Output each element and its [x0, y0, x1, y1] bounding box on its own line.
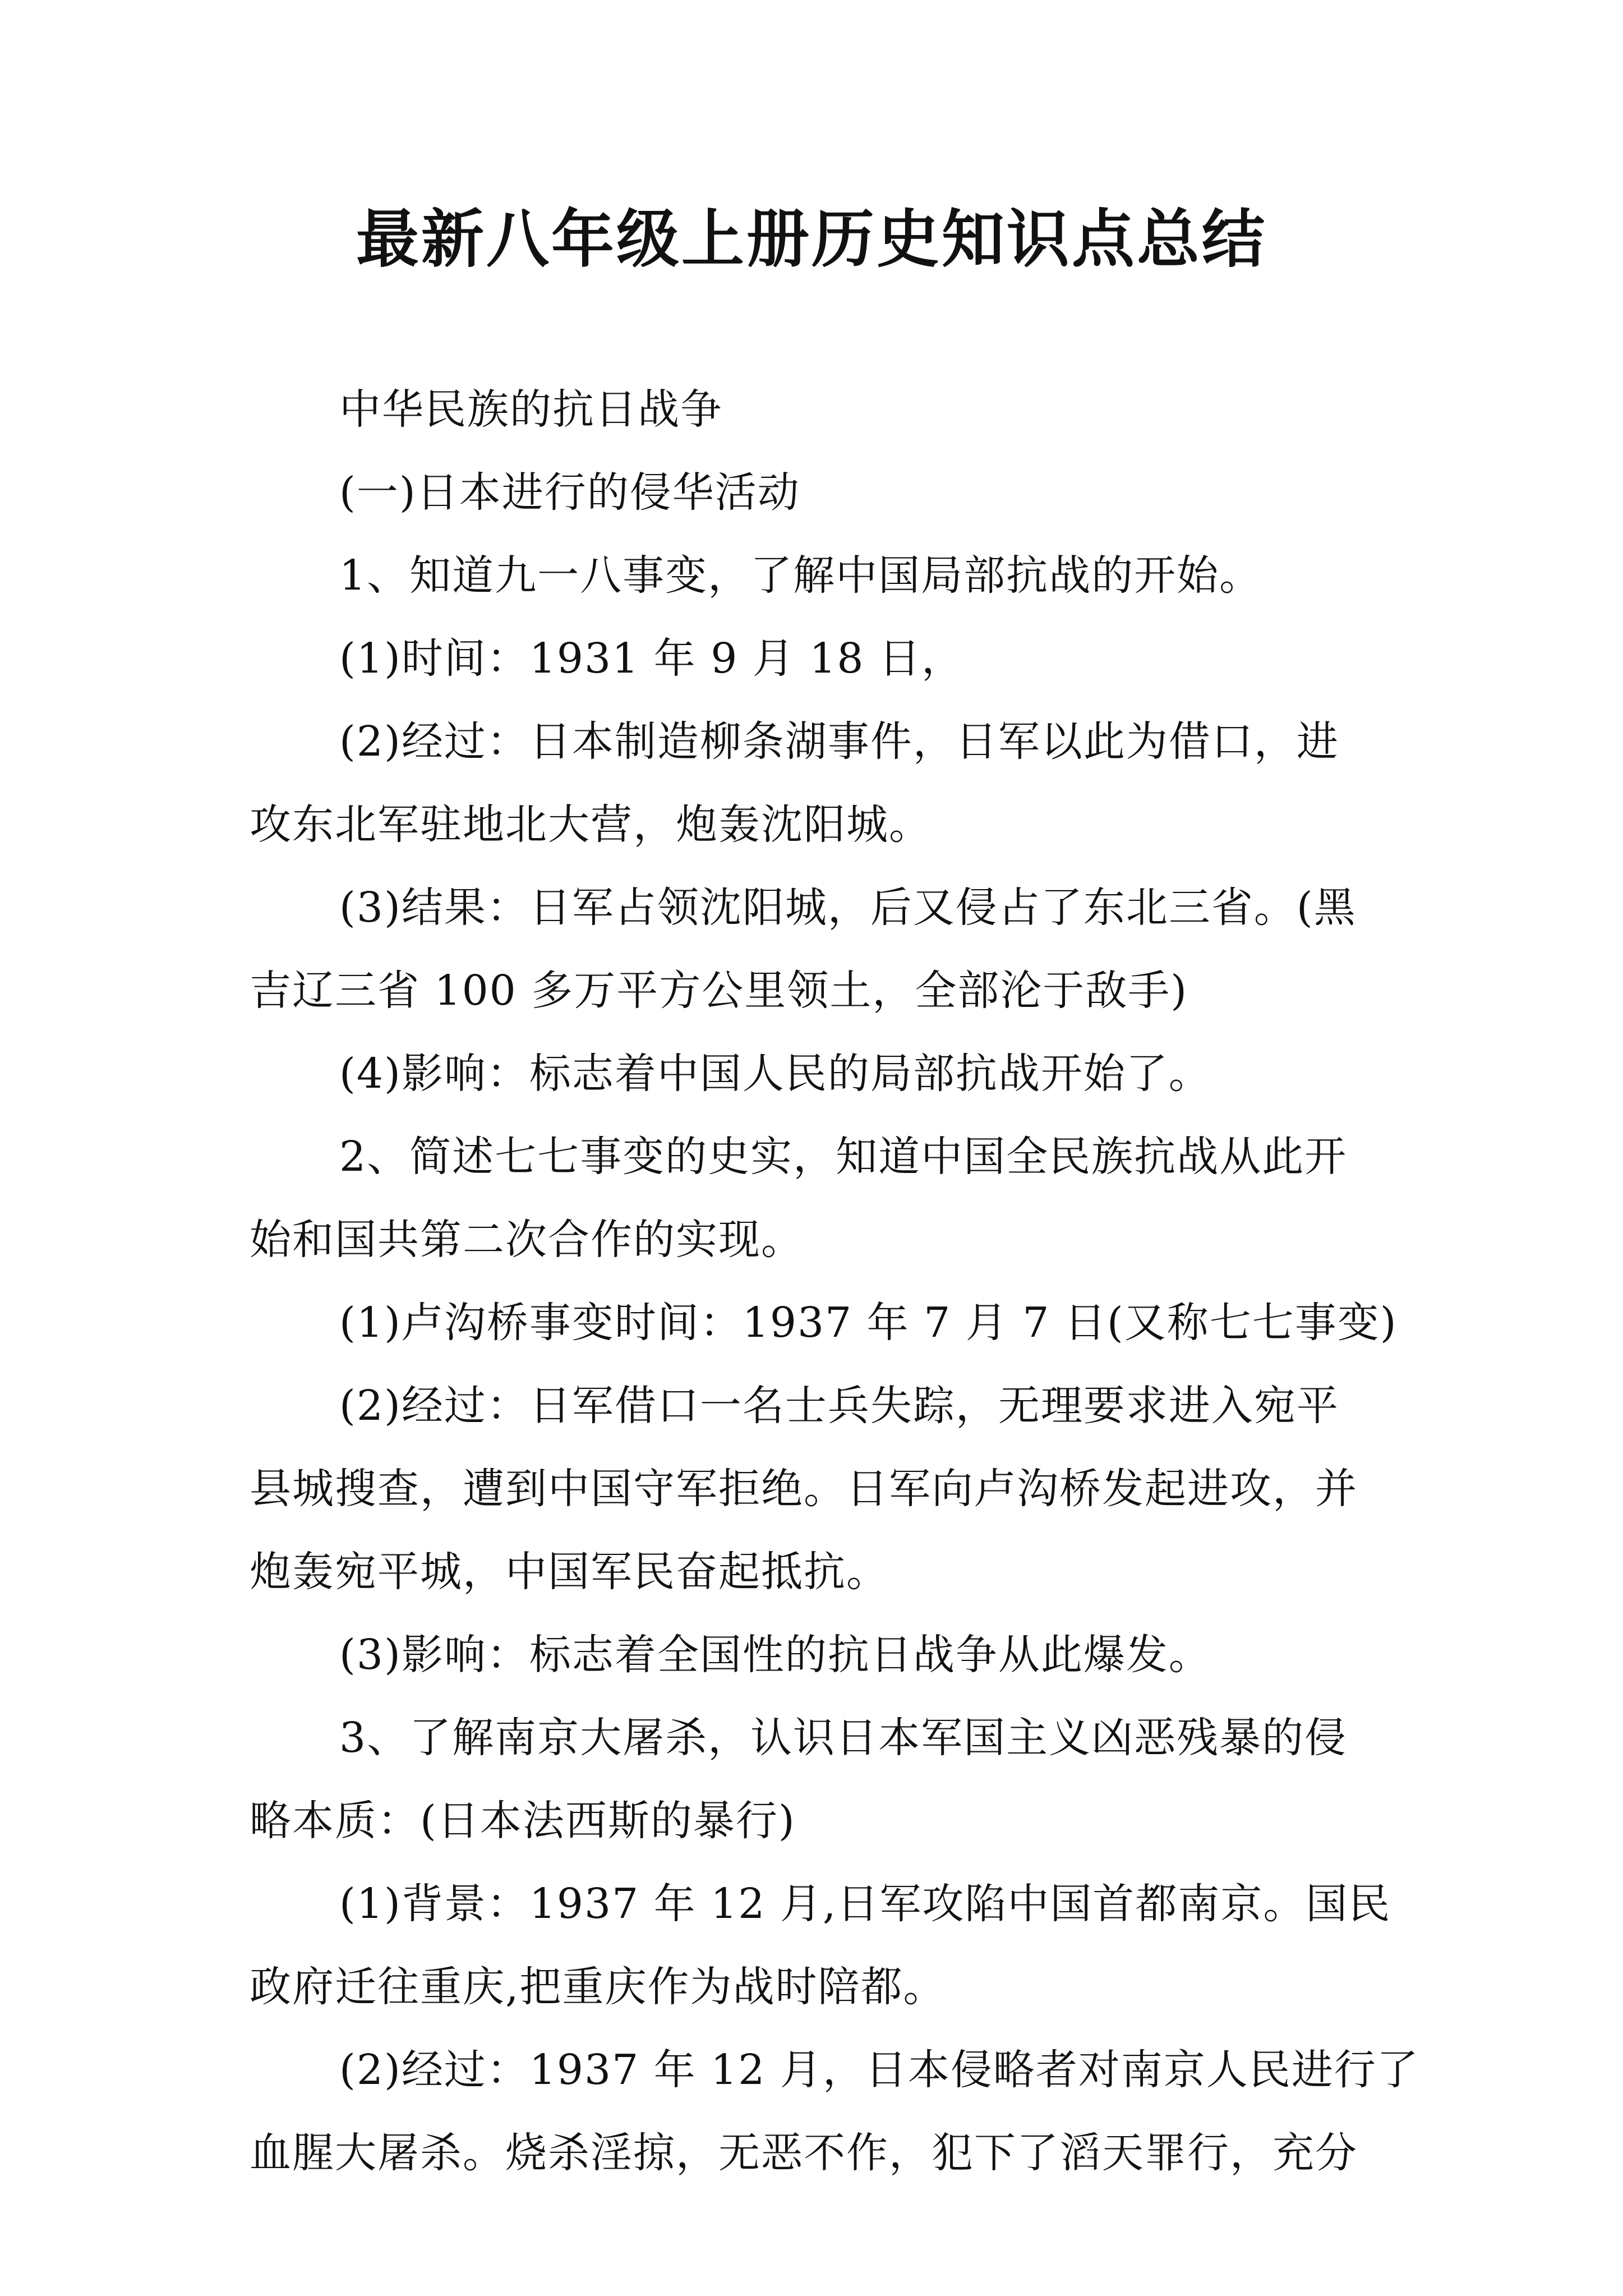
document-body — [250, 368, 1419, 2194]
text-line: 3、了解南京大屠杀，认识日本军国主义凶恶残暴的侵 — [339, 1714, 1348, 1762]
text-line: (2)经过：日军借口一名士兵失踪，无理要求进入宛平 — [339, 1382, 1339, 1430]
text-line: 2、简述七七事变的史实，知道中国全民族抗战从此开 — [339, 1133, 1348, 1181]
text-line: 炮轰宛平城，中国军民奋起抵抗。 — [250, 1548, 889, 1596]
text-line: 始和国共第二次合作的实现。 — [250, 1216, 804, 1264]
text-line: (一)日本进行的侵华活动 — [339, 468, 800, 517]
text-line: 吉辽三省 100 多万平方公里领土，全部沦于敌手) — [250, 967, 1188, 1015]
text-line: (4)影响：标志着中国人民的局部抗战开始了。 — [339, 1050, 1211, 1098]
text-line: 攻东北军驻地北大营，炮轰沈阳城。 — [250, 800, 932, 849]
text-line: 中华民族的抗日战争 — [339, 385, 723, 434]
text-line: (3)结果：日军占领沈阳城，后又侵占了东北三省。(黑 — [339, 884, 1357, 932]
text-line: (3)影响：标志着全国性的抗日战争从此爆发。 — [339, 1631, 1211, 1679]
text-line: (1)卢沟桥事变时间：1937 年 7 月 7 日(又称七七事变) — [339, 1299, 1398, 1347]
text-line: 略本质：(日本法西斯的暴行) — [250, 1797, 796, 1845]
text-line: 政府迁往重庆,把重庆作为战时陪都。 — [250, 1963, 946, 2011]
text-line: 血腥大屠杀。烧杀淫掠，无恶不作，犯下了滔天罪行，充分 — [250, 2129, 1358, 2177]
text-line: (2)经过：1937 年 12 月，日本侵略者对南京人民进行了 — [339, 2046, 1419, 2094]
text-line: 1、知道九一八事变，了解中国局部抗战的开始。 — [339, 551, 1262, 600]
document-title: 最新八年级上册历史知识点总结 — [356, 203, 1267, 276]
text-line: (2)经过：日本制造柳条湖事件，日军以此为借口，进 — [339, 717, 1339, 766]
text-line: 县城搜查，遭到中国守军拒绝。日军向卢沟桥发起进攻，并 — [250, 1465, 1358, 1513]
text-line: (1)时间：1931 年 9 月 18 日， — [339, 634, 965, 683]
text-line: (1)背景：1937 年 12 月,日军攻陷中国首都南京。国民 — [339, 1880, 1391, 1928]
